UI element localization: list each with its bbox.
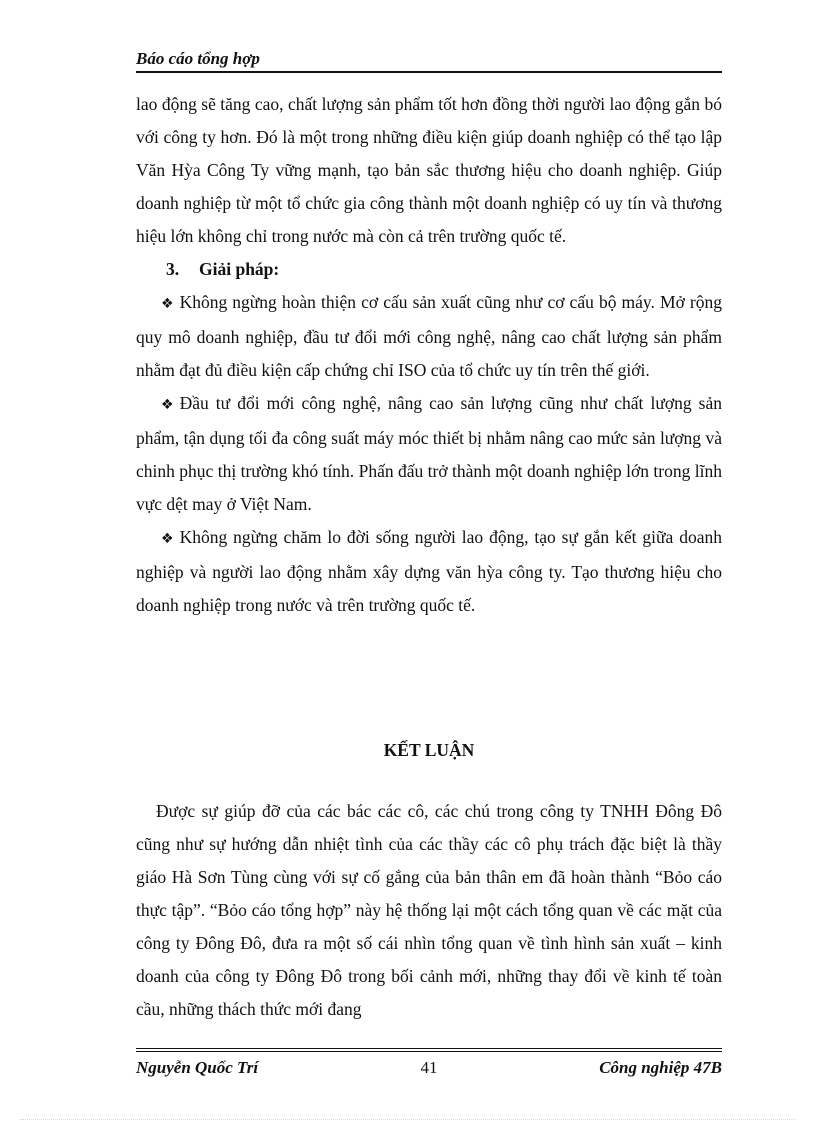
conclusion-title: KẾT LUẬN (383, 740, 475, 760)
bullet-text: Đầu tư đổi mới công nghệ, nâng cao sản lượng cũng như chất lượng sản phẩm, tận dụng tối đa công suất máy móc thiết bị nhằm nâng cao mức sản lượng và chinh phục thị trường khó tính. Phấn đấu trở thành một doanh nghiệp lớn trong lĩnh vực dệt may ở Việt Nam. (136, 393, 722, 514)
page-edge-divider (20, 1119, 796, 1120)
intro-paragraph: lao động sẽ tăng cao, chất lượng sản phẩm tốt hơn đồng thời người lao động gắn bó với công ty hơn. Đó là một trong những điều kiện giúp doanh nghiệp có thể tạo lập Văn Hỳa Công Ty vững mạnh, tạo bản sắc thương hiệu cho doanh nghiệp. Giúp doanh nghiệp từ một tổ chức gia công thành một doanh nghiệp có uy tín và thương hiệu lớn không chỉ trong nước mà còn cả trên trường quốc tế. (136, 94, 722, 246)
bullet-text: Không ngừng chăm lo đời sống người lao động, tạo sự gắn kết giữa doanh nghiệp và người lao động nhằm xây dựng văn hỳa công ty. Tạo thương hiệu cho doanh nghiệp trong nước và trên trường quốc tế. (136, 527, 722, 615)
footer-class: Công nghiệp 47B (599, 1058, 722, 1077)
bullet-text: Không ngừng hoàn thiện cơ cấu sản xuất cũng như cơ cấu bộ máy. Mở rộng quy mô doanh nghiệp, đầu tư đổi mới công nghệ, nâng cao chất lượng sản phẩm nhằm đạt đủ điều kiện cấp chứng chỉ ISO của tổ chức uy tín trên thế giới. (136, 292, 722, 380)
bullet-item-1 (136, 286, 722, 387)
conclusion-paragraph: Được sự giúp đỡ của các bác các cô, các chú trong công ty TNHH Đông Đô cũng như sự hướng dẫn nhiệt tình của các thầy các cô phụ trách đặc biệt là thầy giáo Hà Sơn Tùng cùng với sự cố gắng của bản thân em đã hoàn thành “Bỏo cáo thực tập”. “Bỏo cáo tổng hợp” này hệ thống lại một cách tổng quan về các mặt của công ty Đông Đô, đưa ra một số cái nhìn tổng quan về tình hình sản xuất – kinh doanh của công ty Đông Đô trong bối cảnh mới, những thay đổi về kinh tế toàn cầu, những thách thức mới đang (136, 801, 722, 1019)
page-header (136, 48, 722, 73)
bullet-item-2 (136, 387, 722, 521)
footer-rule-bottom (136, 1051, 722, 1052)
footer-author: Nguyễn Quốc Trí (136, 1058, 259, 1077)
section-title: Giải pháp: (199, 259, 280, 279)
page-footer (136, 1048, 722, 1080)
header-title: Báo cáo tổng hợp (136, 49, 260, 68)
footer-rule-top (136, 1048, 722, 1049)
conclusion-block (136, 795, 722, 1026)
page-number: 41 (420, 1058, 438, 1077)
diamond-bullet-icon: ❖ (161, 296, 174, 312)
diamond-bullet-icon: ❖ (161, 397, 174, 413)
bullet-item-3 (136, 521, 722, 622)
section-number: 3. (166, 259, 180, 279)
main-content (136, 88, 722, 622)
footer-row (136, 1056, 722, 1080)
header-rule (136, 71, 722, 73)
section-heading (136, 253, 722, 286)
diamond-bullet-icon: ❖ (161, 531, 174, 547)
